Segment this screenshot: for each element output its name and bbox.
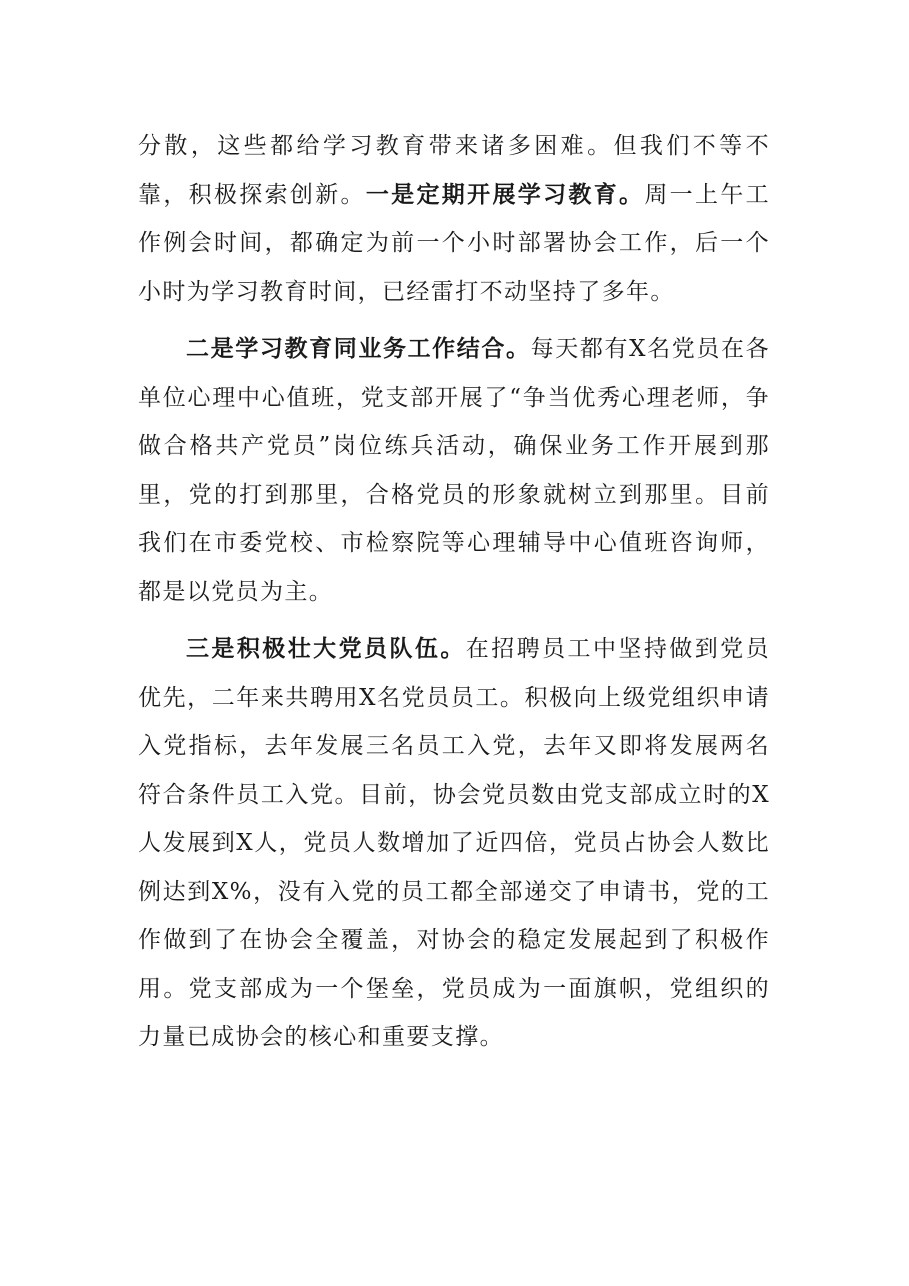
paragraph-1-text: 周一上午工作例会时间，都确定为前一个小时部署协会工作，后一个小时为学习教育时间，已经雷打不动坚持了多年。 [138,181,771,305]
paragraph-1-heading: 一是定期开展学习教育。 [365,180,645,208]
paragraph-3 [138,625,770,1062]
paragraph-3-text: 在招聘员工中坚持做到党员优先，二年来共聘用X名党员员工。积极向上级党组织申请入党指标，去年发展三名员工入党，去年又即将发展两名符合条件员工入党。目前，协会党员数由党支部成立时的X人发展到X人，党员人数增加了近四倍，党员占协会人数比例达到X%，没有入党的员工都全部递交了申请书，党的工作做到了在协会全覆盖，对协会的稳定发展起到了积极作用。党支部成为一个堡垒，党员成为一面旗帜，党组织的力量已成协会的核心和重要支撑。 [138,636,770,1050]
paragraph-2-heading: 二是学习教育同业务工作结合。 [186,335,531,362]
paragraph-1-lead-text: 分散，这些都给学习教育带来诸多困难。但我们不等不靠，积极探索创新。 [138,133,770,208]
document-body [138,122,770,1071]
paragraph-2-text: 每天都有X名党员在各单位心理中心值班，党支部开展了“争当优秀心理老师，争做合格共产党员”岗位练兵活动，确保业务工作开展到那里，党的打到那里，合格党员的形象就树立到那里。目前我们在市委党校、市检察院等心理辅导中心值班咨询师，都是以党员为主。 [138,336,770,605]
paragraph-2 [138,325,770,616]
paragraph-3-heading: 三是积极壮大党员队伍。 [186,635,466,662]
paragraph-1 [138,122,770,316]
